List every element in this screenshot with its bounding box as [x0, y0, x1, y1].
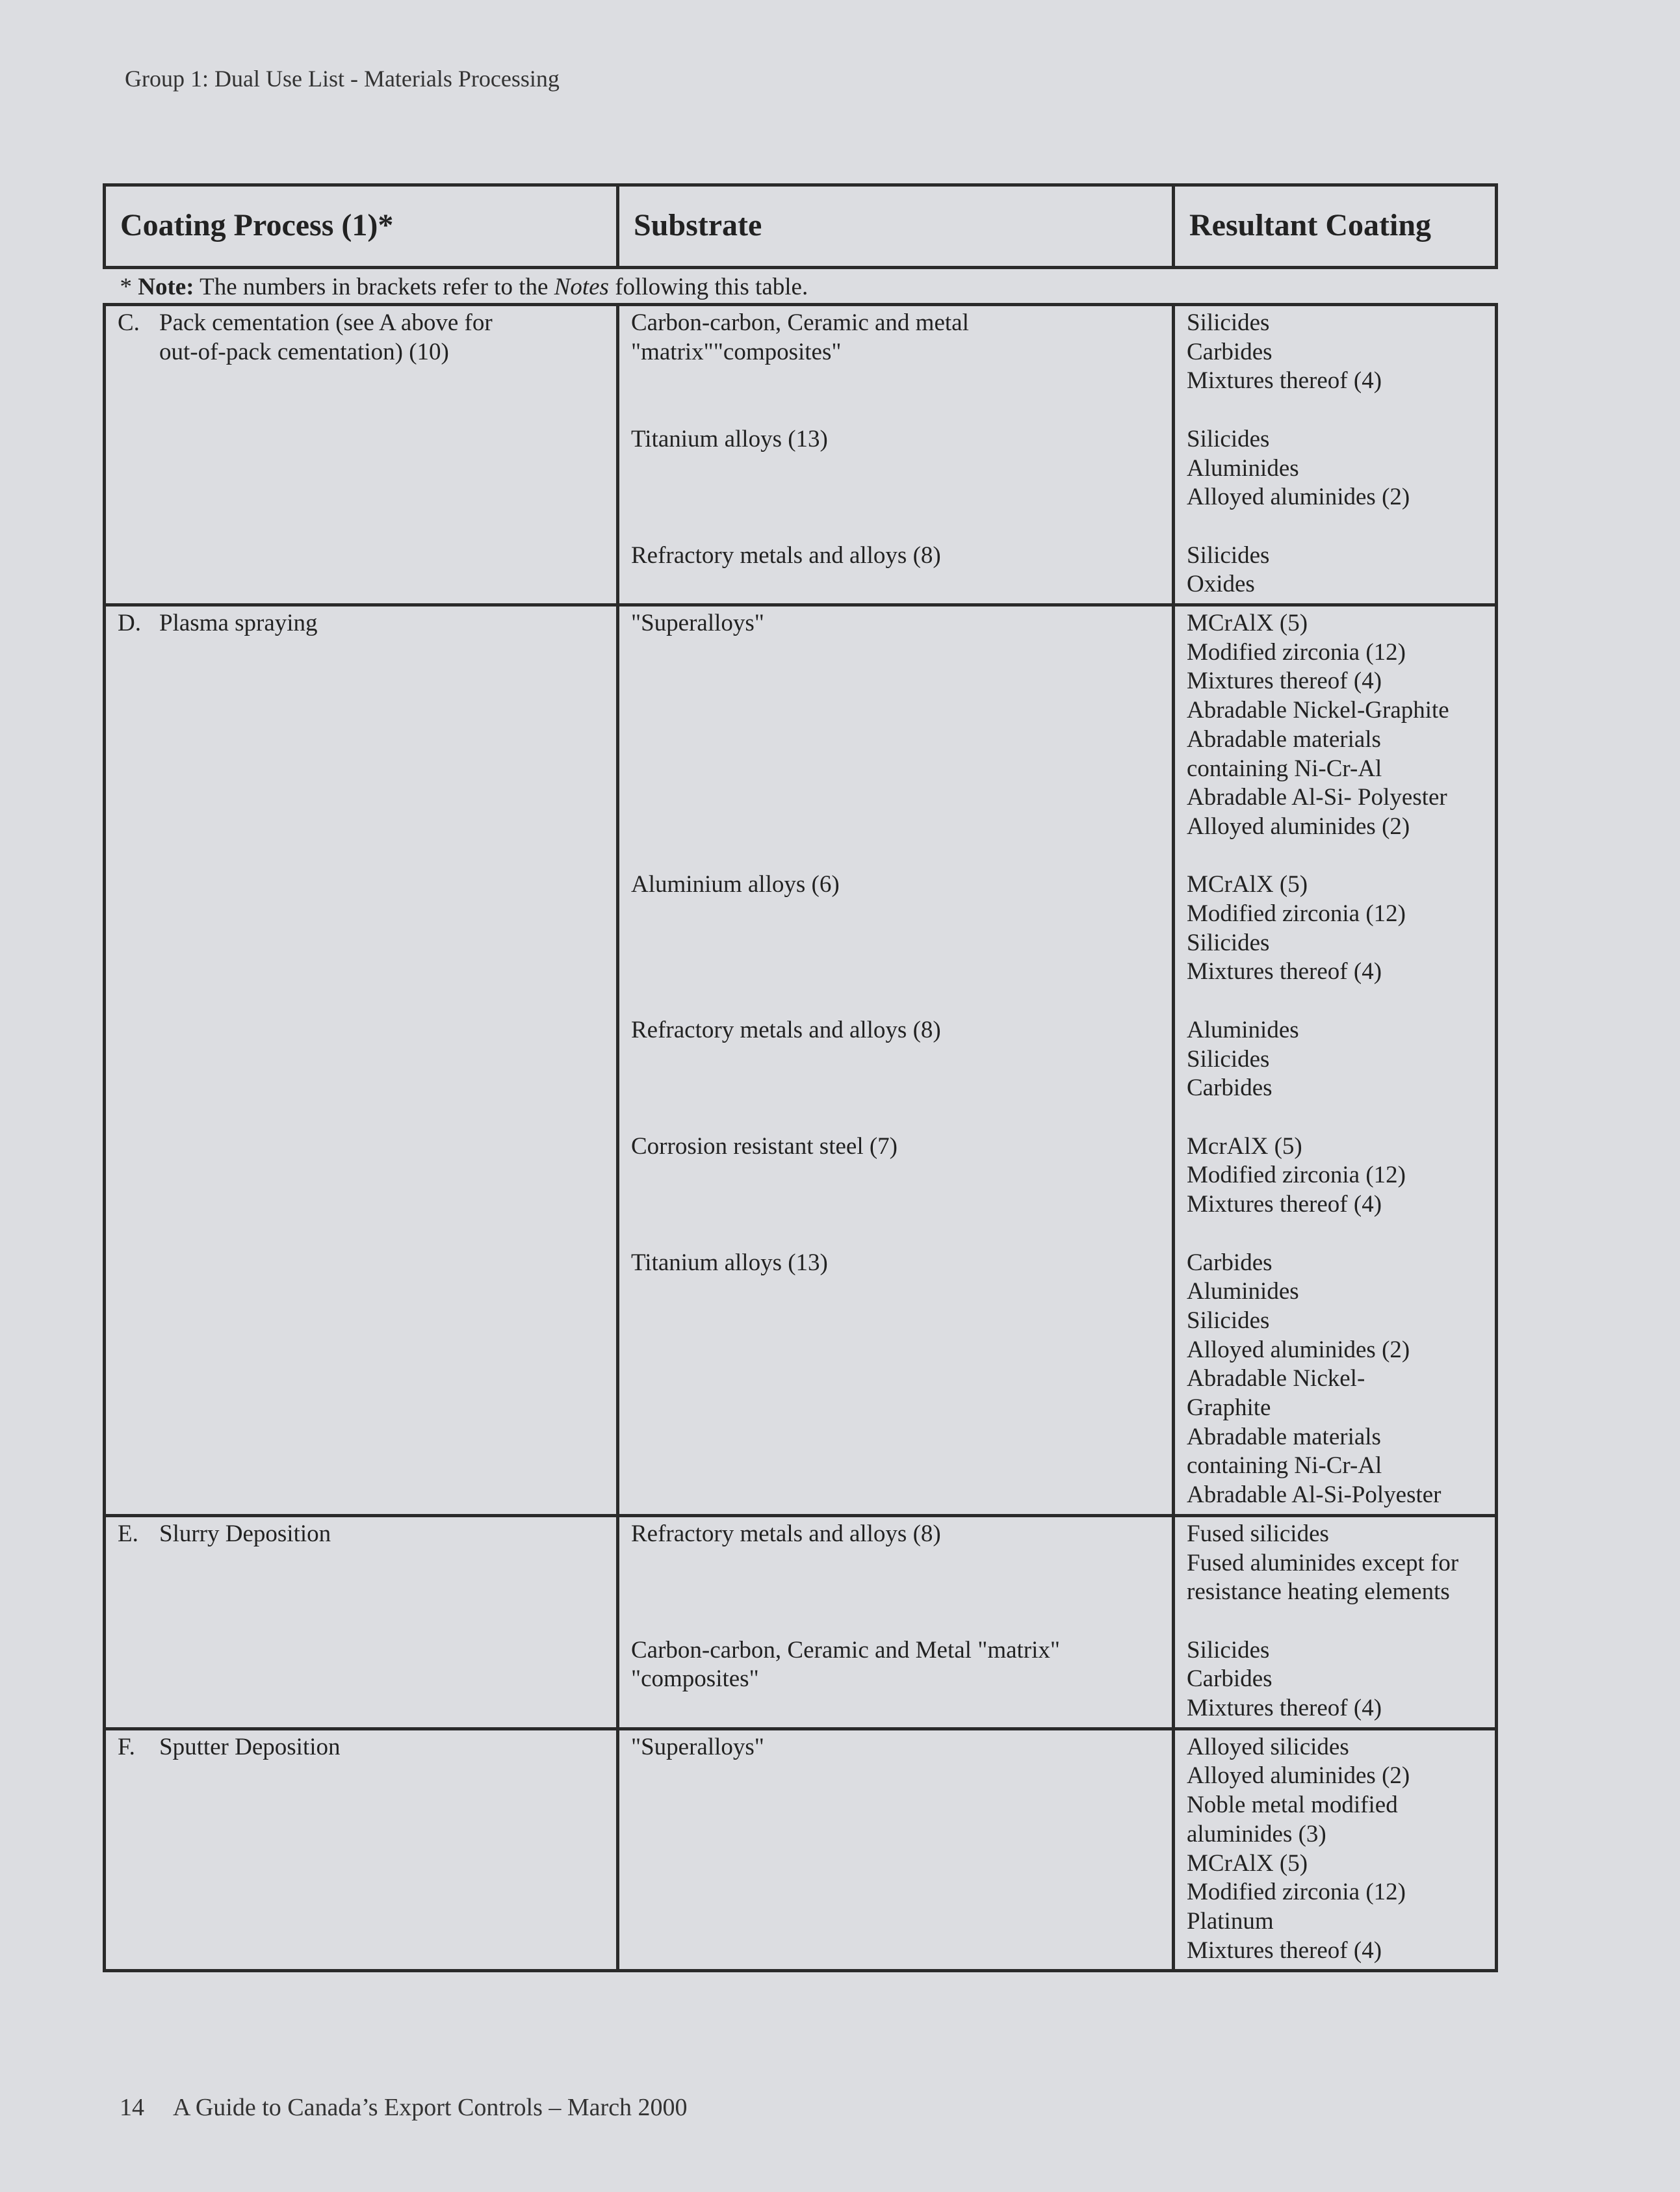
coating-item: Abradable materials — [1187, 725, 1381, 753]
coating-item: Abradable Nickel-Graphite — [1187, 697, 1449, 724]
substrate-entry — [631, 609, 1160, 870]
substrate-entry — [631, 541, 1160, 599]
entry-gap — [1187, 512, 1483, 541]
entry-gap — [631, 842, 1160, 871]
entry-gap — [1187, 1103, 1483, 1132]
entry-gap — [1187, 842, 1483, 871]
entry-gap — [631, 987, 1160, 1016]
coating-item: Modified zirconia (12) — [1187, 1879, 1406, 1906]
substrate-spacer — [631, 755, 1160, 784]
substrate-spacer — [631, 1878, 1160, 1907]
coating-item: Aluminides — [1187, 1016, 1299, 1043]
coating-item: Noble metal modified — [1187, 1792, 1398, 1819]
resultant-coating-cell — [1174, 1515, 1497, 1729]
substrate-cell — [618, 305, 1174, 605]
substrate-spacer — [631, 1578, 1160, 1607]
substrate-spacer — [631, 1277, 1160, 1307]
coating-item: Alloyed aluminides (2) — [1187, 813, 1410, 840]
substrate-entry — [631, 1016, 1160, 1132]
substrate-line: "Superalloys" — [631, 610, 764, 637]
substrate-line: Corrosion resistant steel (7) — [631, 1132, 898, 1160]
substrate-line: Titanium alloys (13) — [631, 1249, 828, 1276]
coating-list — [1187, 1132, 1483, 1249]
substrate-spacer — [631, 1549, 1160, 1578]
substrate-spacer — [631, 1791, 1160, 1820]
coating-item: MCrAlX (5) — [1187, 610, 1308, 637]
coating-item: Silicides — [1187, 1636, 1270, 1664]
coating-item: Silicides — [1187, 541, 1270, 569]
substrate-line: "composites" — [631, 1665, 759, 1693]
entry-gap — [1187, 1220, 1483, 1249]
coating-item: Silicides — [1187, 929, 1270, 956]
coating-list — [1187, 1520, 1483, 1636]
coating-item: containing Ni-Cr-Al — [1187, 1452, 1382, 1480]
substrate-spacer — [631, 1762, 1160, 1791]
process-letter: D. — [118, 610, 141, 637]
process-name-line: Sputter Deposition — [159, 1733, 341, 1760]
resultant-coating-cell — [1174, 305, 1497, 605]
substrate-spacer — [631, 1074, 1160, 1103]
coating-item: Carbides — [1187, 1665, 1273, 1693]
coating-item: resistance heating elements — [1187, 1578, 1450, 1606]
coating-item: Aluminides — [1187, 1278, 1299, 1305]
coating-list — [1187, 1636, 1483, 1723]
process-letter: F. — [118, 1733, 135, 1760]
coating-item: Silicides — [1187, 425, 1270, 452]
substrate-spacer — [631, 1849, 1160, 1879]
coating-item: Carbides — [1187, 338, 1273, 365]
process-name-line: Slurry Deposition — [159, 1520, 331, 1547]
substrate-line: "Superalloys" — [631, 1733, 764, 1760]
entry-gap — [631, 1607, 1160, 1636]
substrate-spacer — [631, 1394, 1160, 1423]
coating-item: Silicides — [1187, 1307, 1270, 1334]
process-cell — [105, 1729, 618, 1971]
substrate-entry — [631, 425, 1160, 541]
resultant-coating-cell — [1174, 605, 1497, 1516]
substrate-entry — [631, 870, 1160, 1016]
coating-item: Carbides — [1187, 1249, 1273, 1276]
substrate-entry — [631, 1132, 1160, 1249]
coating-list — [1187, 1733, 1483, 1966]
page-number: 14 — [120, 2094, 144, 2121]
process-cell — [105, 305, 618, 605]
substrate-spacer — [631, 667, 1160, 696]
coating-item: Abradable materials — [1187, 1423, 1381, 1450]
substrate-spacer — [631, 1907, 1160, 1937]
entry-gap — [631, 396, 1160, 425]
substrate-line: "matrix""composites" — [631, 338, 842, 365]
substrate-spacer — [631, 1364, 1160, 1394]
coating-item: Silicides — [1187, 309, 1270, 336]
substrate-entry — [631, 309, 1160, 425]
substrate-spacer — [631, 1307, 1160, 1336]
coating-item: Mixtures thereof (4) — [1187, 1191, 1382, 1218]
table-row — [105, 305, 1497, 605]
substrate-spacer — [631, 1481, 1160, 1510]
process-letter: C. — [118, 309, 140, 336]
coating-list — [1187, 1016, 1483, 1132]
substrate-line: Refractory metals and alloys (8) — [631, 1016, 941, 1043]
column-header-resultant-coating: Resultant Coating — [1174, 185, 1497, 268]
coating-item: Carbides — [1187, 1075, 1273, 1102]
substrate-spacer — [631, 1820, 1160, 1849]
coating-item: Alloyed aluminides (2) — [1187, 484, 1410, 511]
coating-item: aluminides (3) — [1187, 1820, 1326, 1847]
substrate-cell — [618, 605, 1174, 1516]
substrate-spacer — [631, 958, 1160, 987]
coating-item: Fused silicides — [1187, 1520, 1329, 1547]
substrate-spacer — [631, 929, 1160, 958]
coating-item: Modified zirconia (12) — [1187, 1162, 1406, 1189]
process-name-line: Pack cementation (see A above for — [159, 309, 493, 336]
substrate-line: Aluminium alloys (6) — [631, 871, 840, 898]
substrate-spacer — [631, 1045, 1160, 1075]
table-note: * Note: The numbers in brackets refer to the Notes following this table. — [105, 268, 1497, 305]
column-header-substrate: Substrate — [618, 185, 1174, 268]
coating-item: Mixtures thereof (4) — [1187, 1937, 1382, 1964]
coating-item: Aluminides — [1187, 454, 1299, 482]
process-name-line: Plasma spraying — [159, 610, 318, 637]
footer-title: A Guide to Canada’s Export Controls – March 2000 — [173, 2094, 688, 2121]
coating-item: Abradable Nickel- — [1187, 1365, 1365, 1392]
column-header-coating-process: Coating Process (1)* — [105, 185, 618, 268]
substrate-spacer — [631, 638, 1160, 668]
coating-item: Mixtures thereof (4) — [1187, 1695, 1382, 1722]
coating-item: containing Ni-Cr-Al — [1187, 755, 1382, 782]
table-header-row — [105, 185, 1497, 268]
substrate-entry — [631, 1520, 1160, 1636]
process-letter: E. — [118, 1520, 138, 1547]
substrate-spacer — [631, 783, 1160, 813]
substrate-entry — [631, 1733, 1160, 1966]
coating-list — [1187, 309, 1483, 425]
substrate-spacer — [631, 900, 1160, 929]
coating-item: Abradable Al-Si- Polyester — [1187, 784, 1447, 811]
substrate-spacer — [631, 1423, 1160, 1452]
coating-item: MCrAlX (5) — [1187, 871, 1308, 898]
entry-gap — [631, 1103, 1160, 1132]
substrate-spacer — [631, 1937, 1160, 1966]
substrate-spacer — [631, 454, 1160, 484]
substrate-line: Carbon-carbon, Ceramic and metal — [631, 309, 969, 336]
substrate-spacer — [631, 696, 1160, 725]
resultant-coating-cell — [1174, 1729, 1497, 1971]
coating-item: McrAlX (5) — [1187, 1132, 1302, 1160]
table-row — [105, 1729, 1497, 1971]
process-cell — [105, 1515, 618, 1729]
substrate-spacer — [631, 570, 1160, 599]
coating-item: Graphite — [1187, 1394, 1271, 1422]
substrate-spacer — [631, 1336, 1160, 1365]
coating-item: Alloyed aluminides (2) — [1187, 1336, 1410, 1363]
entry-gap — [1187, 396, 1483, 425]
coating-item: Oxides — [1187, 571, 1255, 598]
substrate-spacer — [631, 1694, 1160, 1723]
coating-item: Alloyed aluminides (2) — [1187, 1762, 1410, 1790]
entry-gap — [631, 512, 1160, 541]
entry-gap — [1187, 987, 1483, 1016]
process-name-line: out-of-pack cementation) (10) — [159, 338, 449, 365]
substrate-entry — [631, 1636, 1160, 1723]
coating-list — [1187, 541, 1483, 599]
substrate-line: Carbon-carbon, Ceramic and Metal "matrix" — [631, 1636, 1061, 1664]
substrate-spacer — [631, 483, 1160, 512]
substrate-spacer — [631, 1452, 1160, 1481]
coating-list — [1187, 609, 1483, 870]
coating-list — [1187, 1249, 1483, 1510]
substrate-spacer — [631, 1190, 1160, 1220]
table-row — [105, 1515, 1497, 1729]
coating-item: Platinum — [1187, 1907, 1274, 1935]
substrate-entry — [631, 1249, 1160, 1510]
page-footer — [120, 2093, 688, 2122]
coating-item: MCrAlX (5) — [1187, 1849, 1308, 1877]
entry-gap — [1187, 1607, 1483, 1636]
coating-item: Modified zirconia (12) — [1187, 638, 1406, 666]
substrate-line: Refractory metals and alloys (8) — [631, 1520, 941, 1547]
substrate-cell — [618, 1729, 1174, 1971]
table-note-row — [105, 268, 1497, 305]
substrate-spacer — [631, 725, 1160, 755]
coating-item: Fused aluminides except for — [1187, 1549, 1459, 1576]
substrate-cell — [618, 1515, 1174, 1729]
table-row — [105, 605, 1497, 1516]
coating-process-table — [103, 183, 1498, 1972]
entry-gap — [631, 1220, 1160, 1249]
coating-item: Silicides — [1187, 1045, 1270, 1073]
coating-item: Abradable Al-Si-Polyester — [1187, 1481, 1441, 1509]
substrate-spacer — [631, 367, 1160, 396]
substrate-spacer — [631, 1161, 1160, 1190]
substrate-line: Titanium alloys (13) — [631, 425, 828, 452]
substrate-line: Refractory metals and alloys (8) — [631, 541, 941, 569]
coating-item: Alloyed silicides — [1187, 1733, 1349, 1760]
coating-item: Mixtures thereof (4) — [1187, 367, 1382, 395]
substrate-spacer — [631, 813, 1160, 842]
coating-list — [1187, 870, 1483, 1016]
coating-item: Modified zirconia (12) — [1187, 900, 1406, 928]
coating-item: Mixtures thereof (4) — [1187, 668, 1382, 695]
process-cell — [105, 605, 618, 1516]
coating-list — [1187, 425, 1483, 541]
coating-item: Mixtures thereof (4) — [1187, 958, 1382, 985]
running-head: Group 1: Dual Use List - Materials Processing — [125, 66, 560, 92]
